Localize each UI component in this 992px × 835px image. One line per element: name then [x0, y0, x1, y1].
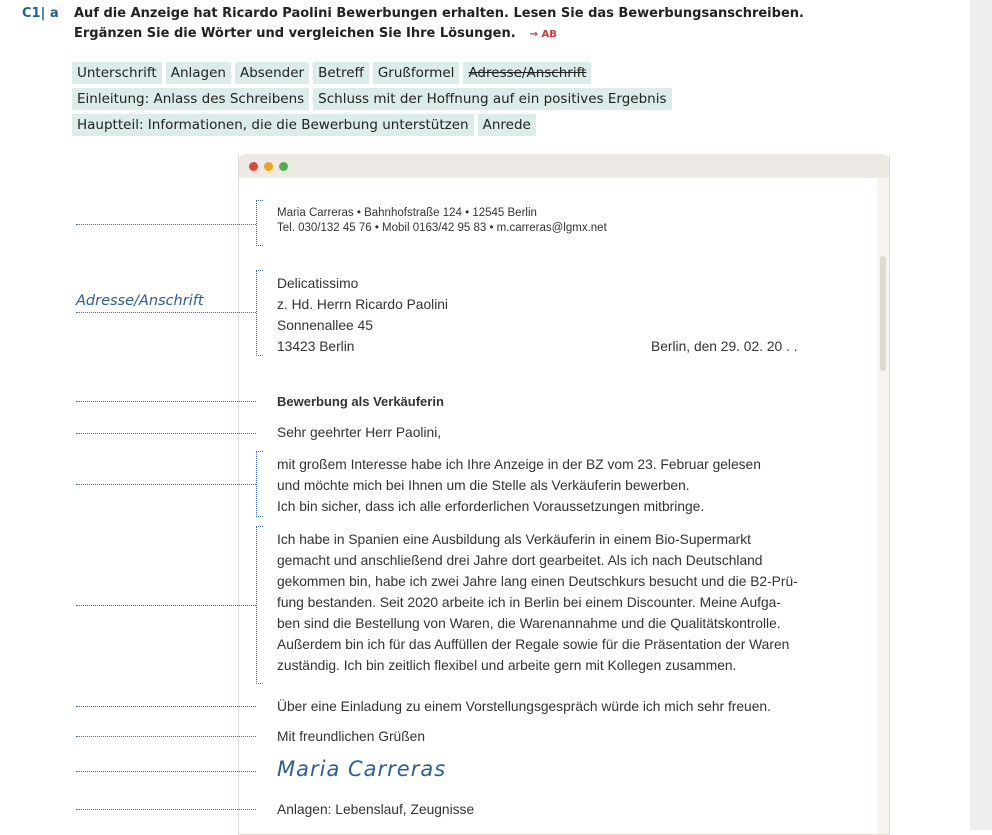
letter-closing: Über eine Einladung zu einem Vorstellungsgespräch würde ich mich sehr freuen. — [277, 699, 771, 714]
instruction-line-2: Ergänzen Sie die Wörter und vergleichen Sie Ihre Lösungen. → AB — [74, 26, 557, 41]
answer-line-attachments[interactable] — [76, 809, 256, 810]
letter-greeting: Mit freundlichen Grüßen — [277, 729, 425, 744]
intro-line: und möchte mich bei Ihnen um die Stelle als Verkäuferin bewerben. — [277, 478, 690, 493]
bracket-intro — [256, 451, 263, 517]
word-chip: Anlagen — [166, 62, 231, 84]
word-chip-used: Adresse/Anschrift — [463, 62, 591, 84]
answer-address: Adresse/Anschrift — [76, 293, 204, 309]
intro-line: mit großem Interesse habe ich Ihre Anzeige in der BZ vom 23. Februar gelesen — [277, 457, 761, 472]
recipient-line: Sonnenallee 45 — [277, 318, 373, 333]
answer-line-greeting[interactable] — [76, 736, 256, 737]
intro-line: Ich bin sicher, dass ich alle erforderlichen Voraussetzungen mitbringe. — [277, 499, 705, 514]
word-chip: Unterschrift — [72, 62, 162, 84]
main-line: ben sind die Bestellung von Waren, die Warenannahme und die Qualitätskontrolle. — [277, 616, 781, 631]
answer-line-intro[interactable] — [76, 484, 256, 485]
word-chip: Anrede — [478, 114, 536, 136]
recipient-block — [277, 273, 448, 357]
answer-line-main[interactable] — [76, 605, 256, 606]
word-chip: Einleitung: Anlass des Schreibens — [72, 88, 309, 110]
maximize-dot-icon[interactable] — [279, 162, 288, 171]
word-chip: Absender — [235, 62, 309, 84]
word-chip: Hauptteil: Informationen, die die Bewerbung unterstützen — [72, 114, 474, 136]
word-chip: Betreff — [313, 62, 369, 84]
word-bank-row-2 — [72, 88, 672, 110]
sender-line: Tel. 030/132 45 76 • Mobil 0163/42 95 83 • m.carreras@lgmx.net — [277, 222, 607, 234]
window-titlebar — [239, 154, 889, 178]
bracket-sender — [256, 200, 263, 246]
main-line: Außerdem bin ich für das Auffüllen der Regale sowie für die Präsentation der Waren — [277, 637, 790, 652]
letter-salutation: Sehr geehrter Herr Paolini, — [277, 425, 442, 440]
letter-main — [277, 529, 798, 676]
letter-subject: Bewerbung als Verkäuferin — [277, 394, 444, 409]
scrollbar[interactable] — [877, 178, 889, 834]
main-line: gemacht und anschließend drei Jahre dort gearbeitet. Als ich nach Deutschland — [277, 553, 763, 568]
instruction-line-1: Auf die Anzeige hat Ricardo Paolini Bewerbungen erhalten. Lesen Sie das Bewerbungsanschreiben. — [74, 6, 804, 21]
answer-line-signature[interactable] — [76, 771, 256, 772]
main-line: Ich habe in Spanien eine Ausbildung als Verkäuferin in einem Bio-Supermarkt — [277, 532, 751, 547]
sender-line: Maria Carreras • Bahnhofstraße 124 • 12545 Berlin — [277, 207, 537, 219]
word-bank-row-1 — [72, 62, 591, 84]
letter-date: Berlin, den 29. 02. 20 . . — [651, 339, 798, 354]
answer-line-address[interactable] — [76, 312, 256, 313]
answer-line-salutation[interactable] — [76, 433, 256, 434]
letter-attachments: Anlagen: Lebenslauf, Zeugnisse — [277, 802, 475, 817]
sender-block — [277, 206, 607, 236]
word-chip: Schluss mit der Hoffnung auf ein positives Ergebnis — [313, 88, 671, 110]
bracket-main — [256, 526, 263, 684]
answer-line-subject[interactable] — [76, 401, 256, 402]
main-line: fung bestanden. Seit 2020 arbeite ich in Berlin bei einem Discounter. Meine Aufga- — [277, 595, 781, 610]
recipient-line: Delicatissimo — [277, 276, 359, 291]
word-bank-row-3 — [72, 114, 536, 136]
letter-signature: Maria Carreras — [277, 757, 447, 781]
exercise-number: C1| a — [22, 6, 59, 21]
word-chip: Grußformel — [373, 62, 460, 84]
answer-line-closing[interactable] — [76, 706, 256, 707]
main-line: gekommen bin, habe ich zwei Jahre lang einen Deutschkurs besucht und die B2-Prü- — [277, 574, 798, 589]
page-edge — [970, 0, 992, 830]
recipient-line: 13423 Berlin — [277, 339, 355, 354]
letter-intro — [277, 454, 761, 517]
ab-reference[interactable]: → AB — [529, 29, 557, 40]
close-dot-icon[interactable] — [249, 162, 258, 171]
scrollbar-thumb[interactable] — [880, 256, 886, 371]
main-line: zuständig. Ich bin zeitlich flexibel und arbeite gern mit Kollegen zusammen. — [277, 658, 737, 673]
bracket-address — [256, 270, 263, 356]
minimize-dot-icon[interactable] — [264, 162, 273, 171]
answer-line-sender[interactable] — [76, 224, 256, 225]
recipient-line: z. Hd. Herrn Ricardo Paolini — [277, 297, 448, 312]
